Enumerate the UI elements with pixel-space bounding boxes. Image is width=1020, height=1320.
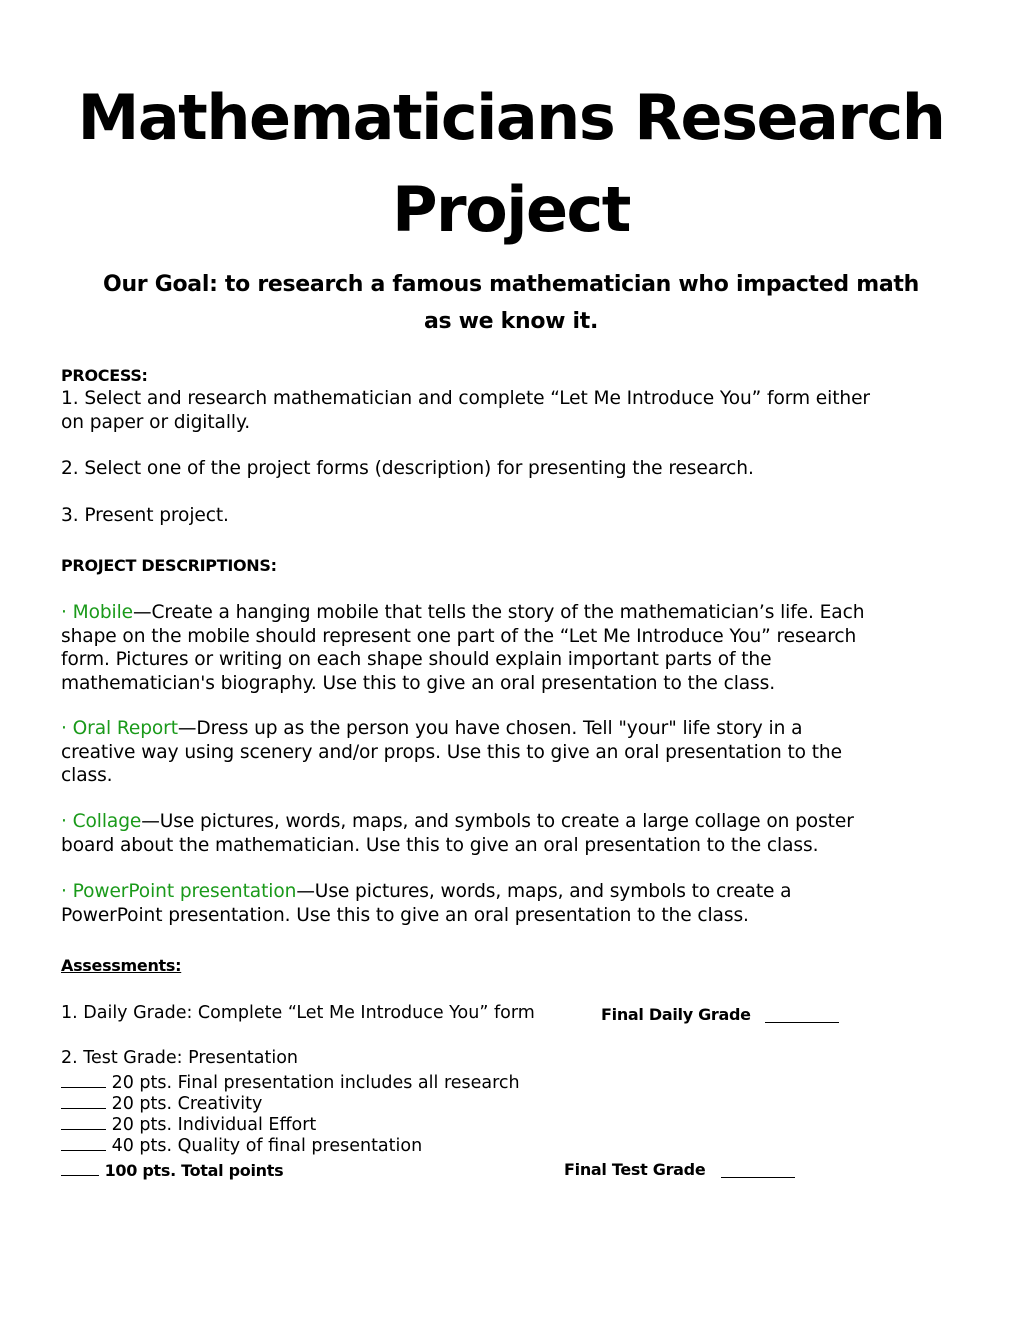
mobile-line-1: —Create a hanging mobile that tells the story of the mathematician’s life. Each — [133, 602, 865, 623]
final-daily-grade-blank[interactable] — [765, 1003, 839, 1023]
total-points-blank[interactable] — [61, 1158, 99, 1176]
rubric-item-text: 40 pts. Quality of final presentation — [111, 1136, 423, 1156]
mobile-line-2: shape on the mobile should represent one part of the “Let Me Introduce You” research — [61, 625, 857, 647]
process-step-1-line-2: on paper or digitally. — [61, 411, 251, 433]
process-heading: PROCESS: — [61, 366, 148, 385]
page-title — [61, 72, 961, 256]
title-line-1: Mathematicians Research — [77, 81, 945, 154]
description-collage — [61, 810, 961, 857]
final-test-grade-blank[interactable] — [721, 1158, 795, 1178]
title-line-2: Project — [392, 173, 630, 246]
rubric-blank[interactable] — [61, 1133, 106, 1151]
goal-statement — [61, 266, 961, 340]
rubric-item-text: 20 pts. Creativity — [111, 1094, 263, 1114]
description-mobile — [61, 601, 961, 695]
rubric-item-text: 20 pts. Individual Effort — [111, 1115, 317, 1135]
oral-report-name: · Oral Report — [61, 718, 178, 739]
description-powerpoint — [61, 880, 961, 927]
mobile-name: · Mobile — [61, 602, 134, 623]
goal-line-2: as we know it. — [423, 309, 599, 334]
total-points-label: 100 pts. Total points — [104, 1161, 284, 1180]
goal-line-1: Our Goal: to research a famous mathematician who impacted math — [103, 272, 919, 297]
rubric-blank[interactable] — [61, 1091, 106, 1109]
collage-name: · Collage — [61, 811, 142, 832]
description-oral-report — [61, 717, 961, 788]
powerpoint-line-1: —Use pictures, words, maps, and symbols to create a — [296, 881, 792, 902]
daily-grade-text: 1. Daily Grade: Complete “Let Me Introduce You” form — [61, 1003, 535, 1023]
final-test-grade-label: Final Test Grade — [564, 1160, 706, 1179]
test-grade-heading: 2. Test Grade: Presentation — [61, 1048, 299, 1068]
process-step-1 — [61, 387, 961, 434]
rubric-item — [61, 1133, 422, 1158]
mobile-line-3: form. Pictures or writing on each shape should explain important parts of the — [61, 649, 772, 670]
process-step-3: 3. Present project. — [61, 505, 229, 526]
oral-line-2: creative way using scenery and/or props. Use this to give an oral presentation to the — [61, 741, 842, 763]
collage-line-1: —Use pictures, words, maps, and symbols to create a large collage on poster — [141, 811, 854, 832]
collage-line-2: board about the mathematician. Use this to give an oral presentation to the class. — [61, 834, 819, 856]
powerpoint-line-2: PowerPoint presentation. Use this to give an oral presentation to the class. — [61, 904, 749, 926]
rubric-item-text: 20 pts. Final presentation includes all research — [111, 1073, 520, 1093]
oral-line-1: —Dress up as the person you have chosen. Tell "your" life story in a — [177, 718, 803, 739]
process-step-1-line-1: 1. Select and research mathematician and complete “Let Me Introduce You” form either — [61, 388, 870, 409]
powerpoint-name: · PowerPoint presentation — [61, 881, 297, 902]
descriptions-heading: PROJECT DESCRIPTIONS: — [61, 556, 277, 575]
daily-grade-row — [61, 1003, 961, 1025]
final-daily-grade-label: Final Daily Grade — [601, 1005, 751, 1024]
assessments-heading: Assessments: — [61, 956, 182, 975]
mobile-line-4: mathematician's biography. Use this to give an oral presentation to the class. — [61, 672, 776, 694]
rubric-blank[interactable] — [61, 1070, 106, 1088]
total-points-row — [61, 1158, 961, 1183]
rubric-blank[interactable] — [61, 1112, 106, 1130]
oral-line-3: class. — [61, 765, 113, 786]
process-step-2: 2. Select one of the project forms (description) for presenting the research. — [61, 458, 754, 479]
